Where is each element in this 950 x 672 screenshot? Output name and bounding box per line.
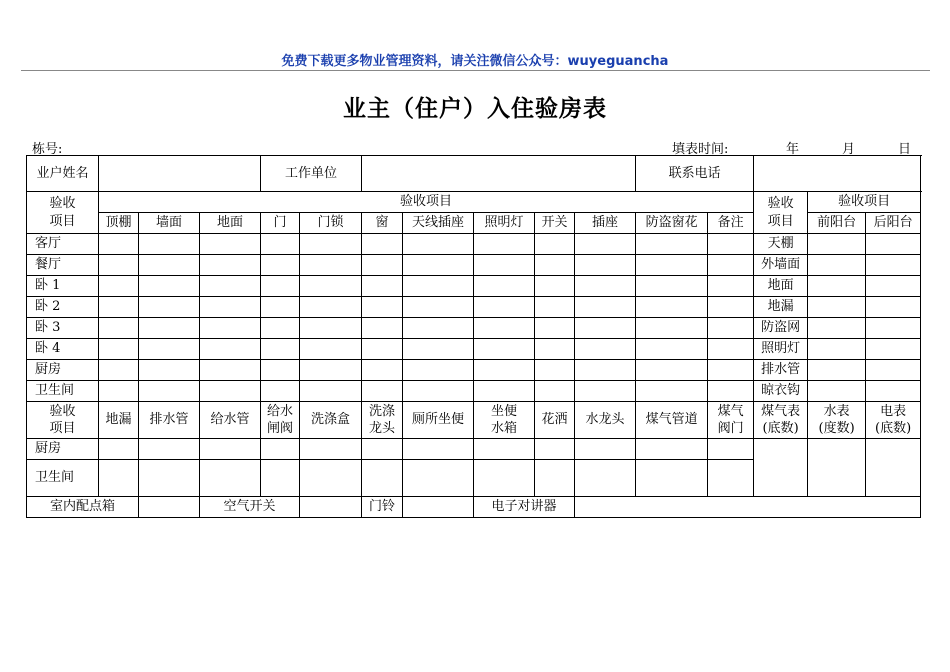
plumbing-col-header [708,402,754,439]
meter-line1: 水表 [823,403,850,419]
plumbing-col-header [636,402,708,439]
room-label: 卧 3 [27,318,99,339]
right-col-header: 前阳台 [808,213,866,234]
table-cell[interactable] [575,318,636,339]
plumbing-col-header [300,402,362,439]
room-row [27,234,921,255]
col-line1: 给水 [267,403,294,419]
table-cell[interactable] [362,381,403,402]
table-cell[interactable] [708,255,754,276]
table-cell[interactable] [636,360,708,381]
table-cell[interactable] [535,255,575,276]
table-cell[interactable] [403,339,474,360]
table-cell[interactable] [708,276,754,297]
table-cell[interactable] [708,297,754,318]
plumbing-col-header [261,402,300,439]
table-cell[interactable] [362,360,403,381]
table-cell[interactable] [474,297,535,318]
meter-line2: (度数) [818,421,855,437]
table-cell[interactable] [403,460,474,497]
right-item-label: 天棚 [754,234,808,255]
inspection-group-header-row [27,192,921,213]
col-line1: 厕所坐便 [412,412,465,428]
header-divider [21,70,930,71]
table-cell[interactable] [403,234,474,255]
plumbing-item-header [27,402,99,439]
table-cell[interactable] [362,460,403,497]
table-cell[interactable] [139,381,200,402]
room-label: 厨房 [27,439,99,460]
table-cell[interactable] [139,439,200,460]
table-cell[interactable] [362,339,403,360]
table-cell[interactable] [403,381,474,402]
table-cell[interactable] [300,297,362,318]
table-cell[interactable] [535,297,575,318]
table-cell[interactable] [99,255,139,276]
table-cell[interactable] [200,276,261,297]
right-item-header-line1: 验收 [767,196,794,212]
room-label: 卧 2 [27,297,99,318]
table-cell[interactable] [300,339,362,360]
table-cell[interactable] [261,276,300,297]
col-header: 地面 [200,213,261,234]
table-cell[interactable] [866,360,921,381]
item-header-line1: 验收 [49,196,76,212]
air-switch-label: 空气开关 [200,497,300,518]
col-line1: 花洒 [541,412,568,428]
right-item-label: 外墙面 [754,255,808,276]
water-meter-field[interactable] [808,439,866,497]
meter-header [754,402,808,439]
col-header: 窗 [362,213,403,234]
table-cell[interactable] [200,339,261,360]
table-cell[interactable] [708,360,754,381]
table-cell[interactable] [808,276,866,297]
table-cell[interactable] [636,460,708,497]
table-cell[interactable] [636,276,708,297]
table-cell[interactable] [362,439,403,460]
table-cell[interactable] [139,276,200,297]
table-cell[interactable] [474,460,535,497]
fill-time-label: 填表时间: [672,142,729,157]
col-line1: 洗涤 [369,403,396,419]
month-label: 月 [842,142,856,157]
phone-field[interactable] [754,156,921,192]
table-cell[interactable] [403,360,474,381]
col-line2: 闸阀 [267,421,294,437]
table-cell[interactable] [99,339,139,360]
table-cell[interactable] [808,339,866,360]
table-cell[interactable] [575,439,636,460]
plumbing-col-header [575,402,636,439]
table-cell[interactable] [300,439,362,460]
right-item-label: 地漏 [754,297,808,318]
table-cell[interactable] [300,360,362,381]
gas-meter-field[interactable] [754,439,808,497]
year-label: 年 [786,142,800,157]
table-cell[interactable] [200,318,261,339]
col-header: 门锁 [300,213,362,234]
table-cell[interactable] [808,318,866,339]
inspection-form-table [26,155,921,518]
room-row [27,255,921,276]
col-line1: 给水管 [210,412,250,428]
table-cell[interactable] [200,360,261,381]
intercom-field[interactable] [575,497,921,518]
doorbell-label: 门铃 [362,497,403,518]
room-row [27,339,921,360]
distribution-box-field[interactable] [139,497,200,518]
table-cell[interactable] [99,234,139,255]
table-cell[interactable] [636,439,708,460]
col-header: 开关 [535,213,575,234]
table-cell[interactable] [575,297,636,318]
col-line1: 煤气管道 [645,412,698,428]
owner-name-label: 业户姓名 [27,156,99,192]
right-item-label: 地面 [754,276,808,297]
meter-line2: (底数) [762,421,799,437]
plumbing-col-header [99,402,139,439]
item-header-line2: 项目 [49,213,76,229]
table-cell[interactable] [261,460,300,497]
table-cell[interactable] [261,297,300,318]
plumbing-col-header [200,402,261,439]
table-cell[interactable] [808,234,866,255]
table-cell[interactable] [300,381,362,402]
table-cell[interactable] [866,381,921,402]
meter-line1: 煤气表 [761,403,801,419]
col-line2: 龙头 [369,421,396,437]
table-cell[interactable] [535,381,575,402]
room-label: 卫生间 [27,460,99,497]
table-cell[interactable] [200,460,261,497]
table-cell[interactable] [575,255,636,276]
table-cell[interactable] [139,360,200,381]
col-header: 门 [261,213,300,234]
room-row [27,276,921,297]
table-cell[interactable] [708,439,754,460]
room-row [27,381,921,402]
table-cell[interactable] [139,460,200,497]
col-header: 插座 [575,213,636,234]
table-cell[interactable] [261,318,300,339]
meter-line2: (底数) [875,421,912,437]
table-cell[interactable] [535,234,575,255]
table-cell[interactable] [636,255,708,276]
doorbell-field[interactable] [403,497,474,518]
table-cell[interactable] [99,318,139,339]
table-cell[interactable] [535,360,575,381]
work-unit-field[interactable] [362,156,636,192]
plumbing-col-header [403,402,474,439]
table-cell[interactable] [403,276,474,297]
owner-name-field[interactable] [99,156,261,192]
col-header: 天线插座 [403,213,474,234]
col-header: 备注 [708,213,754,234]
table-cell[interactable] [403,318,474,339]
col-line1: 洗涤盒 [311,412,351,428]
table-cell[interactable] [535,439,575,460]
table-cell[interactable] [808,360,866,381]
plumbing-col-header [535,402,575,439]
room-label: 卫生间 [27,381,99,402]
table-cell[interactable] [200,381,261,402]
table-cell[interactable] [474,276,535,297]
room-label: 卧 1 [27,276,99,297]
table-cell[interactable] [362,255,403,276]
plumbing-col-header [474,402,535,439]
plumbing-header-row [27,402,921,439]
col-line1: 排水管 [149,412,189,428]
room-row [27,318,921,339]
table-cell[interactable] [866,297,921,318]
right-item-label: 照明灯 [754,339,808,360]
col-line2: 阀门 [717,421,744,437]
table-cell[interactable] [708,318,754,339]
room-row [27,360,921,381]
right-item-header-line2: 项目 [767,213,794,229]
table-cell[interactable] [636,297,708,318]
table-cell[interactable] [474,339,535,360]
table-cell[interactable] [535,318,575,339]
table-cell[interactable] [261,234,300,255]
table-cell[interactable] [300,255,362,276]
table-cell[interactable] [200,255,261,276]
table-cell[interactable] [575,339,636,360]
item-header-cell [27,192,99,234]
table-cell[interactable] [362,234,403,255]
table-cell[interactable] [261,360,300,381]
table-cell[interactable] [261,439,300,460]
day-label: 日 [898,142,912,157]
right-col-header: 后阳台 [866,213,921,234]
plumbing-room-row [27,439,921,460]
right-item-label: 防盗网 [754,318,808,339]
col-header: 顶棚 [99,213,139,234]
table-cell[interactable] [403,255,474,276]
col-header: 照明灯 [474,213,535,234]
col-header: 墙面 [139,213,200,234]
room-row [27,297,921,318]
table-cell[interactable] [99,460,139,497]
table-cell[interactable] [139,297,200,318]
electric-meter-field[interactable] [866,439,921,497]
footer-row [27,497,921,518]
right-group-header: 验收项目 [808,192,921,213]
right-item-label: 晾衣钩 [754,381,808,402]
table-cell[interactable] [200,297,261,318]
table-cell[interactable] [474,234,535,255]
plumbing-col-header [139,402,200,439]
table-cell[interactable] [808,381,866,402]
table-cell[interactable] [708,381,754,402]
table-cell[interactable] [300,460,362,497]
owner-info-row [27,156,921,192]
table-cell[interactable] [139,318,200,339]
table-cell[interactable] [362,297,403,318]
table-cell[interactable] [139,339,200,360]
room-label: 卧 4 [27,339,99,360]
meter-header [808,402,866,439]
right-item-header-cell [754,192,808,234]
table-cell[interactable] [636,339,708,360]
table-cell[interactable] [575,360,636,381]
table-cell[interactable] [261,339,300,360]
inspection-form-table-wrapper [26,155,920,518]
col-line1: 水龙头 [585,412,625,428]
room-label: 餐厅 [27,255,99,276]
right-item-label: 排水管 [754,360,808,381]
table-cell[interactable] [636,381,708,402]
table-cell[interactable] [866,339,921,360]
table-cell[interactable] [575,276,636,297]
col-header: 防盗窗花 [636,213,708,234]
table-cell[interactable] [575,381,636,402]
table-cell[interactable] [139,234,200,255]
inspection-group-header: 验收项目 [99,192,754,213]
table-cell[interactable] [362,276,403,297]
table-cell[interactable] [474,439,535,460]
table-cell[interactable] [474,360,535,381]
building-number-label: 栋号: [32,142,63,157]
table-cell[interactable] [708,339,754,360]
table-cell[interactable] [403,297,474,318]
table-cell[interactable] [99,439,139,460]
table-cell[interactable] [403,439,474,460]
table-cell[interactable] [808,297,866,318]
table-cell[interactable] [866,255,921,276]
form-title: 业主（住户）入住验房表 [343,96,607,122]
table-cell[interactable] [636,234,708,255]
table-cell[interactable] [808,255,866,276]
table-cell[interactable] [535,339,575,360]
table-cell[interactable] [866,234,921,255]
table-cell[interactable] [261,255,300,276]
col-line2: 水箱 [491,421,518,437]
table-cell[interactable] [708,234,754,255]
table-cell[interactable] [474,255,535,276]
table-cell[interactable] [474,318,535,339]
plumbing-col-header [362,402,403,439]
table-cell[interactable] [99,381,139,402]
table-cell[interactable] [474,381,535,402]
table-cell[interactable] [99,276,139,297]
col-line1: 煤气 [717,403,744,419]
distribution-box-label: 室内配点箱 [27,497,139,518]
table-cell[interactable] [300,234,362,255]
col-line1: 坐便 [491,403,518,419]
plumbing-item-line2: 项目 [49,421,76,437]
col-line1: 地漏 [105,412,132,428]
table-cell[interactable] [575,234,636,255]
table-cell[interactable] [362,318,403,339]
table-cell[interactable] [200,439,261,460]
table-cell[interactable] [261,381,300,402]
table-cell[interactable] [99,297,139,318]
table-cell[interactable] [535,460,575,497]
table-cell[interactable] [300,318,362,339]
table-cell[interactable] [866,276,921,297]
air-switch-field[interactable] [300,497,362,518]
table-cell[interactable] [866,318,921,339]
room-label: 客厅 [27,234,99,255]
table-cell[interactable] [575,460,636,497]
meter-line1: 电表 [880,403,907,419]
intercom-label: 电子对讲器 [474,497,575,518]
table-cell[interactable] [300,276,362,297]
phone-label: 联系电话 [636,156,754,192]
room-label: 厨房 [27,360,99,381]
work-unit-label: 工作单位 [261,156,362,192]
promo-banner: 免费下载更多物业管理资料，请关注微信公众号：wuyeguancha [281,54,669,69]
table-cell[interactable] [708,460,754,497]
meter-header [866,402,921,439]
plumbing-item-line1: 验收 [49,403,76,419]
table-cell[interactable] [636,318,708,339]
table-cell[interactable] [139,255,200,276]
table-cell[interactable] [200,234,261,255]
table-cell[interactable] [99,360,139,381]
table-cell[interactable] [535,276,575,297]
